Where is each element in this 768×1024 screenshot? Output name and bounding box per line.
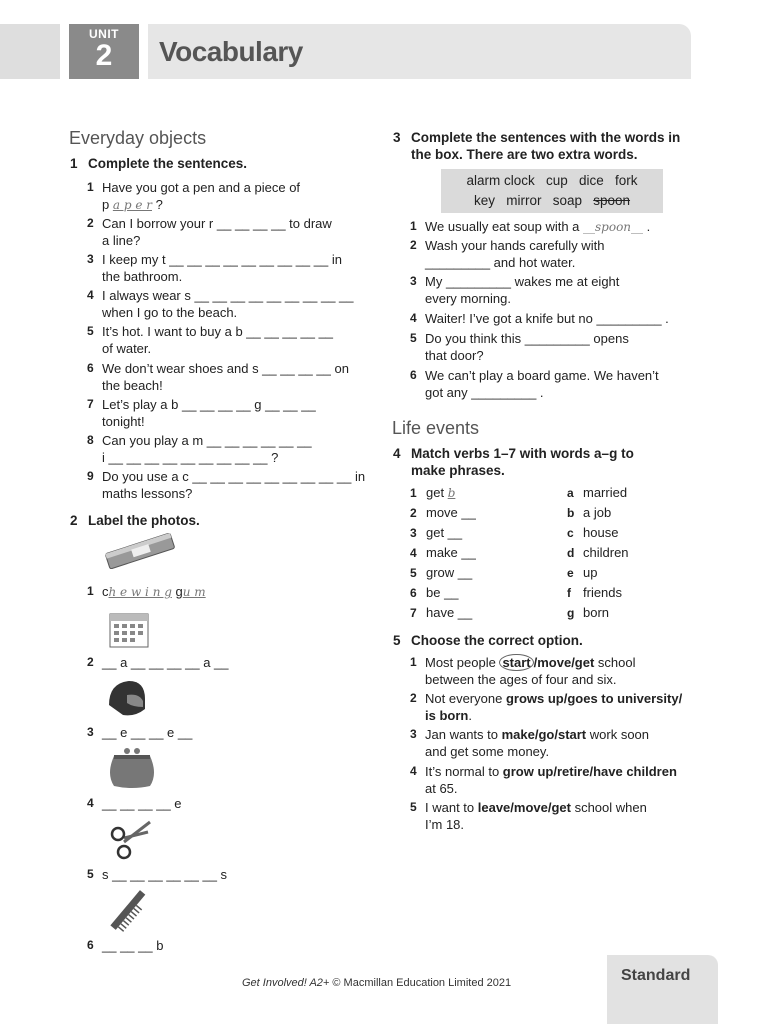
- ex3-item: 2 Wash your hands carefully with _________ and hot water.: [410, 238, 605, 270]
- word-box: alarm clock cup dice fork key mirror soap spoon: [441, 169, 663, 213]
- match-word: c house: [567, 525, 619, 540]
- match-item: 1 get b: [410, 485, 456, 500]
- ex1-item: 2 Can I borrow your r __ __ __ __ to draw a line?: [87, 216, 332, 248]
- ex2-item: 4 __ __ __ __ e: [87, 796, 182, 811]
- header-left-tab: [0, 24, 60, 79]
- exercise-1-instruction: 1 Complete the sentences.: [70, 156, 248, 171]
- level-tab: [607, 955, 718, 1024]
- purse-icon: [106, 744, 160, 790]
- ex2-item: 6 __ __ __ b: [87, 938, 164, 953]
- ex4-verbs: [410, 483, 476, 623]
- comb-icon: [106, 888, 152, 934]
- ex5-item: 2 Not everyone grows up/goes to university/ is born.: [410, 691, 683, 723]
- ex1-item: 5 It’s hot. I want to buy a b __ __ __ __ __ of water.: [87, 324, 334, 356]
- ex2-item: 2 __ a __ __ __ __ a __: [87, 655, 229, 670]
- match-item: 4 make __: [410, 545, 476, 560]
- unit-label: UNIT: [89, 27, 119, 41]
- match-word: g born: [567, 605, 610, 620]
- ex3-item: 5 Do you think this _________ opens that door?: [410, 331, 629, 363]
- ex1-item: 3 I keep my t __ __ __ __ __ __ __ __ __ in the bathroom.: [87, 252, 342, 284]
- title-bar: [148, 24, 691, 79]
- ex1-item: 8 Can you play a m __ __ __ __ __ __ i __ __ __ __ __ __ __ __ __ ?: [87, 433, 312, 465]
- ex5-item: 5 I want to leave/move/get school when I’m 18.: [410, 800, 647, 832]
- ex3-item: 4 Waiter! I’ve got a knife but no _________ .: [410, 311, 669, 326]
- ex1-item: 7 Let’s play a b __ __ __ __ g __ __ __ tonight!: [87, 397, 316, 429]
- exercise-3-instruction: 3 Complete the sentences with the words in the box. There are two extra words.: [393, 130, 681, 162]
- ex2-item: 5 s __ __ __ __ __ __ s: [87, 867, 228, 882]
- ex3-item: 6 We can’t play a board game. We haven’t got any _________ .: [410, 368, 659, 400]
- ex2-item: 1 ch e w i n g gu m: [87, 584, 206, 599]
- helmet-icon: [105, 677, 149, 721]
- scissors-icon: [106, 818, 152, 862]
- ex1-item: 4 I always wear s __ __ __ __ __ __ __ __ __ when I go to the beach.: [87, 288, 354, 320]
- chewing-gum-icon: [102, 533, 178, 569]
- match-item: 6 be __: [410, 585, 459, 600]
- match-item: 5 grow __: [410, 565, 473, 580]
- calendar-icon: [108, 609, 150, 649]
- match-word: d children: [567, 545, 629, 560]
- exercise-4-instruction: 4 Match verbs 1–7 with words a–g to make phrases.: [393, 446, 634, 478]
- footer-copyright: Get Involved! A2+ © Macmillan Education Limited 2021: [242, 977, 512, 989]
- exercise-5-instruction: 5 Choose the correct option.: [393, 633, 583, 648]
- ex1-item: 6 We don’t wear shoes and s __ __ __ __ on the beach!: [87, 361, 349, 393]
- ex2-item: 3 __ e __ __ e __: [87, 725, 193, 740]
- match-word: f friends: [567, 585, 623, 600]
- ex1-item: 1 Have you got a pen and a piece of p a p e r ?: [87, 180, 301, 212]
- ex3-item: 3 My _________ wakes me at eight every morning.: [410, 274, 620, 306]
- ex1-item: 9 Do you use a c __ __ __ __ __ __ __ __ __ in maths lessons?: [87, 469, 366, 501]
- ex5-item: 1 Most people start /move/get school between the ages of four and six.: [410, 655, 636, 687]
- ex4-words: [567, 483, 629, 623]
- ex5-item: 3 Jan wants to make/go/start work soon and get some money.: [410, 727, 650, 759]
- match-item: 2 move __: [410, 505, 476, 520]
- match-item: 3 get __: [410, 525, 463, 540]
- match-word: b a job: [567, 505, 612, 520]
- match-word: a married: [567, 485, 628, 500]
- ex5-item: 4 It’s normal to grow up/retire/have children at 65.: [410, 764, 677, 796]
- exercise-2-instruction: 2 Label the photos.: [70, 513, 200, 528]
- section-title-life: Life events: [392, 418, 480, 438]
- level-label: Standard: [621, 967, 691, 984]
- ex3-item: 1 We usually eat soup with a __spoon__ .: [410, 219, 651, 234]
- unit-number: 2: [95, 39, 113, 72]
- unit-badge: [69, 24, 139, 79]
- page-title: Vocabulary: [159, 36, 303, 67]
- section-title-everyday: Everyday objects: [69, 128, 207, 148]
- match-word: e up: [567, 565, 598, 580]
- match-item: 7 have __: [410, 605, 473, 620]
